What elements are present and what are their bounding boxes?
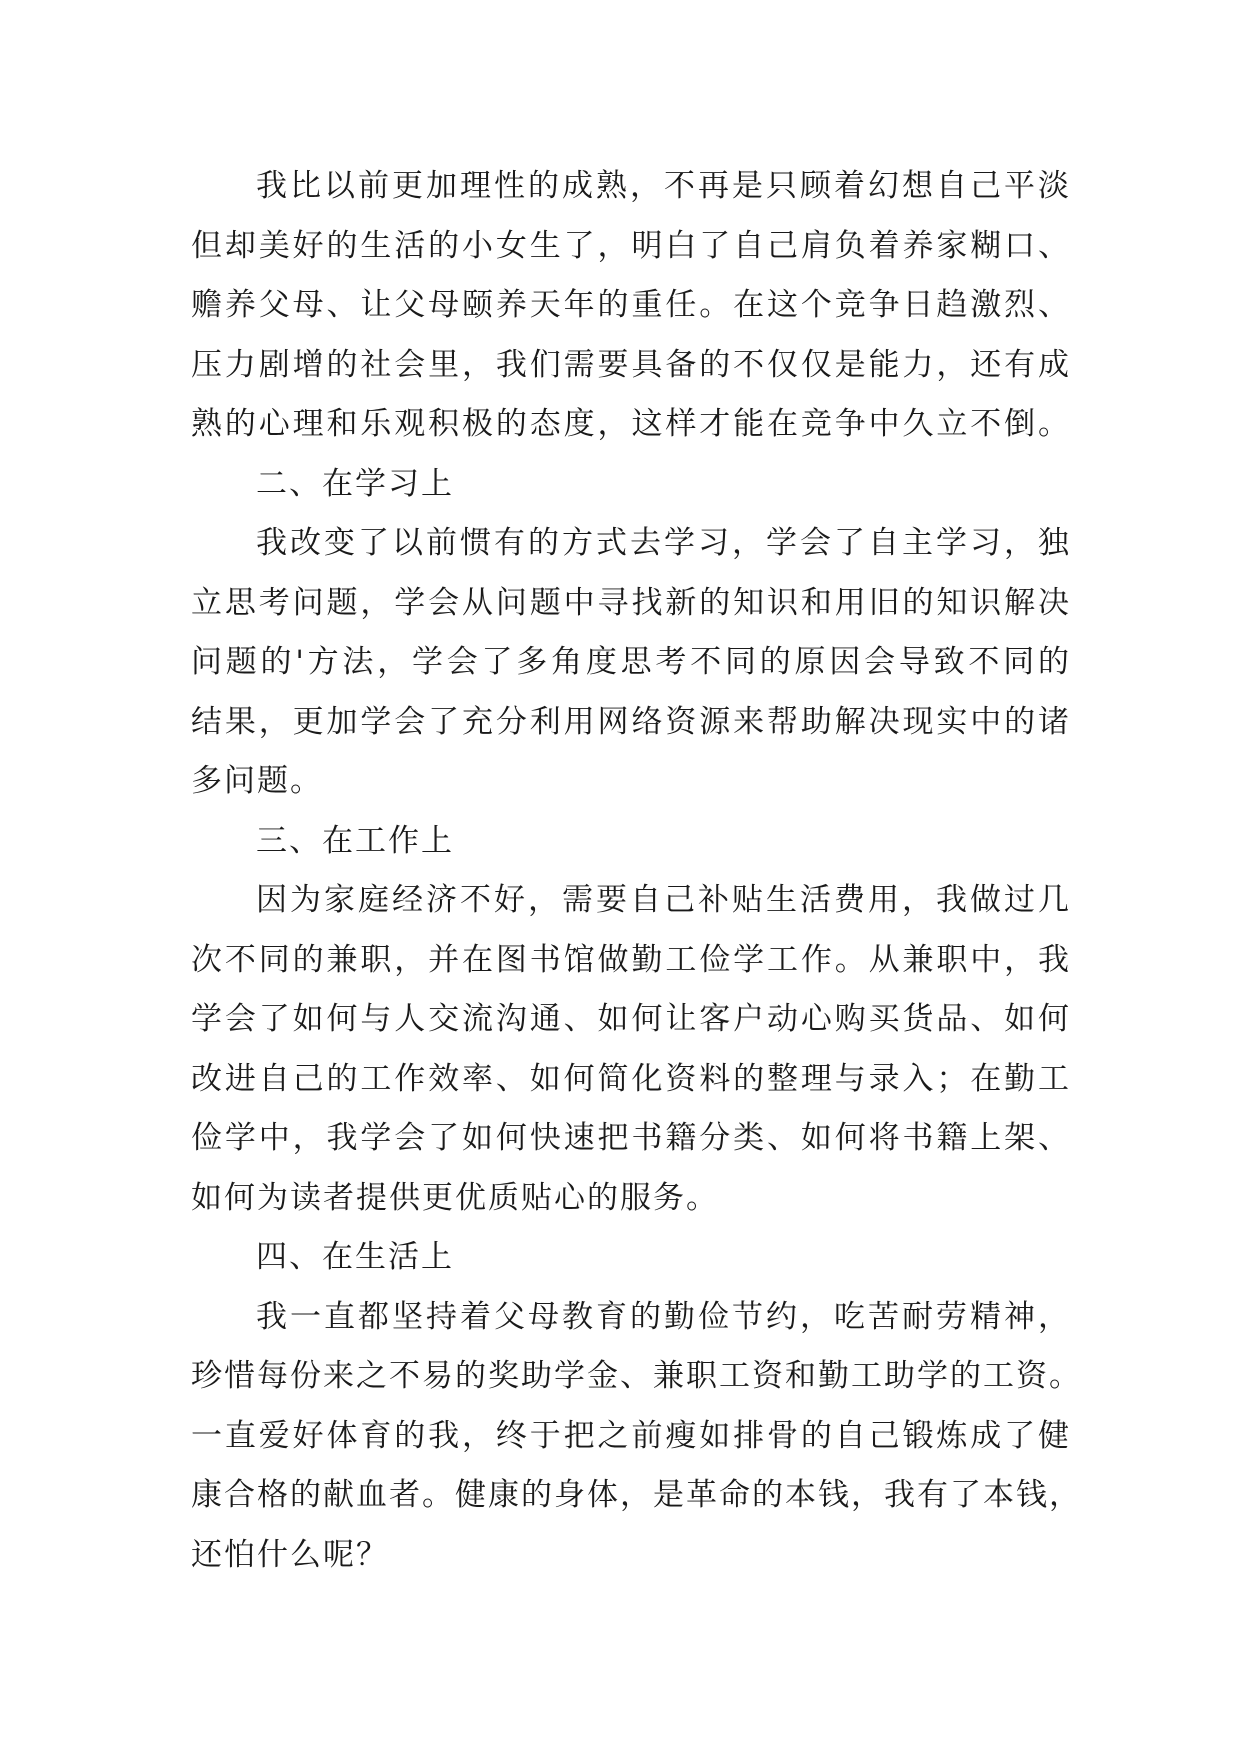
paragraph — [191, 871, 1071, 1228]
text-line: 但却美好的生活的小女生了，明白了自己肩负着养家糊口、 — [191, 227, 1071, 264]
document-body — [191, 157, 1082, 1585]
text-line: 次不同的兼职，并在图书馆做勤工俭学工作。从兼职中，我 — [191, 941, 1071, 978]
text-line: 学会了如何与人交流沟通、如何让客户动心购买货品、如何 — [191, 1001, 1071, 1037]
text-line: 结果，更加学会了充分利用网络资源来帮助解决现实中的诸 — [191, 703, 1071, 740]
text-line: 压力剧增的社会里，我们需要具备的不仅仅是能力，还有成 — [191, 346, 1071, 383]
text-line: 我一直都坚持着父母教育的勤俭节约，吃苦耐劳精神， — [256, 1298, 1071, 1335]
section-heading — [191, 455, 1071, 515]
text-line: 立思考问题，学会从问题中寻找新的知识和用旧的知识解决 — [191, 584, 1071, 621]
paragraph — [191, 1288, 1082, 1586]
text-line: 改进自己的工作效率、如何简化资料的整理与录入；在勤工 — [191, 1060, 1071, 1097]
paragraph — [191, 157, 1071, 455]
text-line: 一直爱好体育的我，终于把之前瘦如排骨的自己锻炼成了健 — [191, 1417, 1071, 1454]
text-line: 康合格的献血者。健康的身体，是革命的本钱，我有了本钱， — [191, 1477, 1082, 1513]
section-heading — [191, 812, 1071, 872]
text-line: 问题的'方法，学会了多角度思考不同的原因会导致不同的 — [191, 644, 1071, 680]
text-line: 珍惜每份来之不易的奖助学金、兼职工资和勤工助学的工资。 — [191, 1358, 1082, 1394]
text-line: 赡养父母、让父母颐养天年的重任。在这个竞争日趋激烈、 — [191, 287, 1071, 323]
text-line: 俭学中，我学会了如何快速把书籍分类、如何将书籍上架、 — [191, 1120, 1071, 1156]
text-line: 我改变了以前惯有的方式去学习，学会了自主学习，独 — [256, 525, 1071, 561]
heading-text: 二、在学习上 — [256, 465, 454, 502]
text-line: 熟的心理和乐观积极的态度，这样才能在竞争中久立不倒。 — [191, 406, 1071, 442]
text-line: 多问题。 — [191, 763, 323, 799]
section-heading — [191, 1228, 1071, 1288]
text-line: 我比以前更加理性的成熟，不再是只顾着幻想自己平淡 — [256, 168, 1071, 204]
text-line: 因为家庭经济不好，需要自己补贴生活费用，我做过几 — [256, 882, 1071, 918]
heading-text: 三、在工作上 — [256, 822, 454, 859]
text-line: 还怕什么呢？ — [191, 1536, 389, 1573]
text-line: 如何为读者提供更优质贴心的服务。 — [191, 1179, 719, 1216]
paragraph — [191, 514, 1071, 812]
heading-text: 四、在生活上 — [256, 1239, 454, 1275]
